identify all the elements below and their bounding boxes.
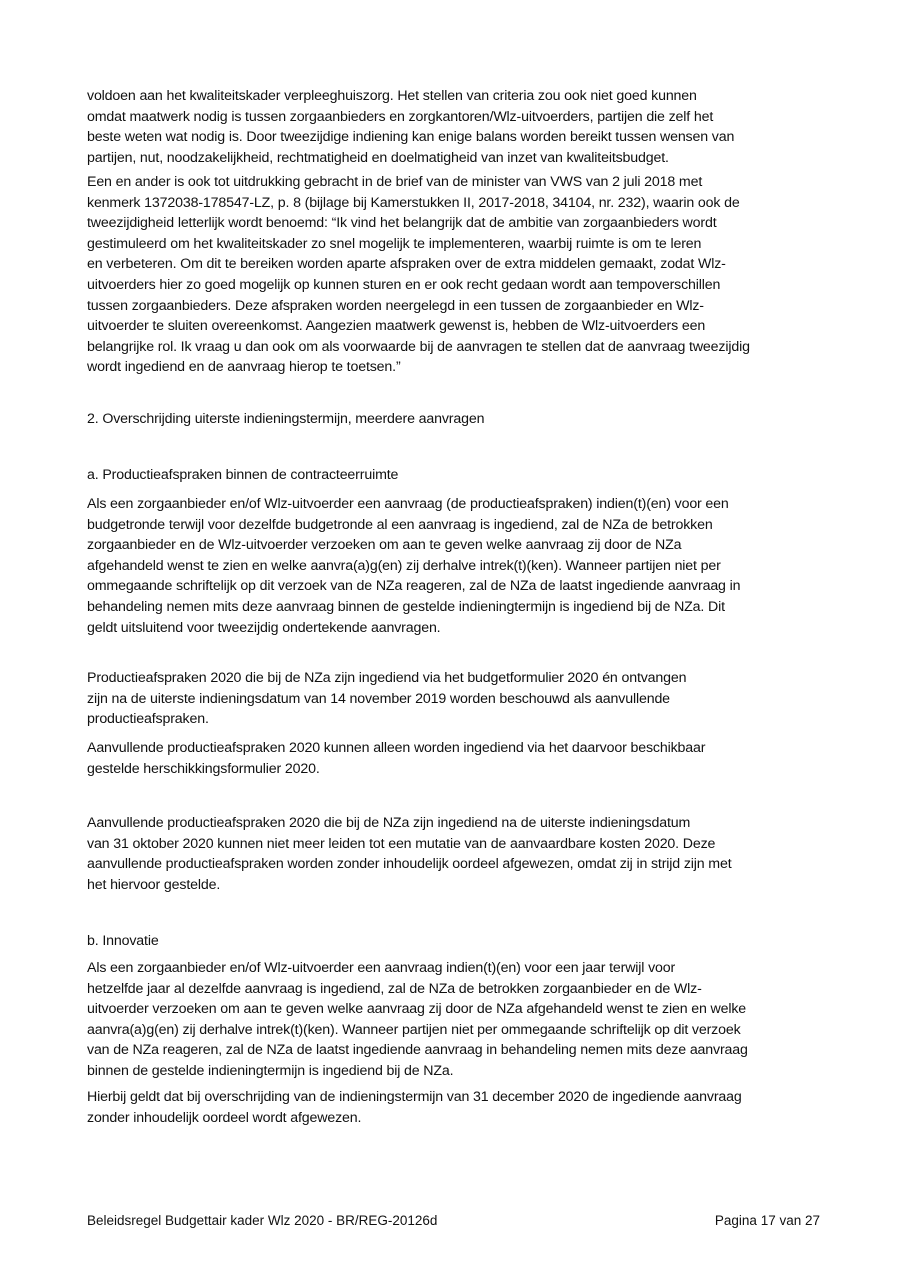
text-line: van de NZa reageren, zal de NZa de laatst ingediende aanvraag in behandeling nemen mits deze aanvraag bbox=[87, 1042, 748, 1059]
text-line: uitvoerder te sluiten overeenkomst. Aangezien maatwerk gewenst is, hebben de Wlz-uitvoerders een bbox=[87, 318, 706, 335]
subsection-heading-b bbox=[87, 931, 827, 952]
text-line: geldt uitsluitend voor tweezijdig ondertekende aanvragen. bbox=[87, 619, 441, 636]
text-line: zonder inhoudelijk oordeel wordt afgewezen. bbox=[87, 1109, 362, 1126]
text-line: ommegaande schriftelijk op dit verzoek van de NZa reageren, zal de NZa de laatst ingediende aanvraag in bbox=[87, 578, 741, 595]
text-line: het hiervoor gestelde. bbox=[87, 876, 221, 893]
paragraph-minister-letter bbox=[87, 172, 827, 378]
text-line: voldoen aan het kwaliteitskader verpleeghuiszorg. Het stellen van criteria zou ook niet goed kunnen bbox=[87, 88, 697, 104]
text-line: behandeling nemen mits deze aanvraag binnen de gestelde indieningtermijn is ingediend bij de NZa. Dit bbox=[87, 598, 725, 615]
paragraph-intro-continuation bbox=[87, 86, 827, 168]
text-line: afgehandeld wenst te zien en welke aanvra(a)g(en) zij derhalve intrek(t)(ken). Wanneer partijen niet per bbox=[87, 557, 721, 574]
text-line: beste weten wat nodig is. Door tweezijdige indiening kan enige balans worden bereikt tussen wensen van bbox=[87, 129, 735, 146]
text-line: Aanvullende productieafspraken 2020 die bij de NZa zijn ingediend na de uiterste indieningsdatum bbox=[87, 815, 691, 831]
section-heading-2 bbox=[87, 409, 827, 430]
paragraph-a4 bbox=[87, 813, 827, 895]
paragraph-lines bbox=[87, 668, 827, 730]
text-line: Aanvullende productieafspraken 2020 kunnen alleen worden ingediend via het daarvoor beschikbaar bbox=[87, 740, 706, 756]
text-line: Hierbij geldt dat bij overschrijding van de indieningstermijn van 31 december 2020 de ingediende aanvraag bbox=[87, 1089, 742, 1105]
paragraph-lines bbox=[87, 1087, 827, 1128]
paragraph-lines bbox=[87, 86, 827, 168]
text-line: Een en ander is ook tot uitdrukking gebracht in de brief van de minister van VWS van 2 juli 2018 met bbox=[87, 174, 703, 190]
paragraph-lines bbox=[87, 813, 827, 895]
heading-innovatie: b. Innovatie bbox=[87, 933, 159, 949]
paragraph-a2 bbox=[87, 668, 827, 730]
text-line: gestimuleerd om het kwaliteitskader zo snel mogelijk te implementeren, waarbij ruimte is om te leren bbox=[87, 235, 702, 252]
footer-page-number: Pagina 17 van 27 bbox=[714, 1213, 820, 1228]
text-line: omdat maatwerk nodig is tussen zorgaanbieders en zorgkantoren/Wlz-uitvoerders, partijen die zelf het bbox=[87, 108, 714, 125]
text-line: zijn na de uiterste indieningsdatum van 14 november 2019 worden beschouwd als aanvullende bbox=[87, 690, 670, 707]
text-line: belangrijke rol. Ik vraag u dan ook om als voorwaarde bij de aanvragen te stellen dat de aanvraag tweezijdig bbox=[87, 338, 750, 355]
text-line: kenmerk 1372038-178547-LZ, p. 8 (bijlage bij Kamerstukken II, 2017-2018, 34104, nr. 232), waarin ook de bbox=[87, 194, 740, 211]
text-line: van 31 oktober 2020 kunnen niet meer leiden tot een mutatie van de aanvaardbare kosten 2020. Deze bbox=[87, 835, 716, 852]
text-line: aanvra(a)g(en) zij derhalve intrek(t)(ken). Wanneer partijen niet per ommegaande schriftelijk op dit verzoek bbox=[87, 1021, 741, 1038]
text-line: en verbeteren. Om dit te bereiken worden aparte afspraken over de extra middelen gemaakt, zodat Wlz- bbox=[87, 256, 726, 273]
text-line: wordt ingediend en de aanvraag hierop te toetsen.” bbox=[87, 359, 401, 376]
paragraph-b1 bbox=[87, 958, 827, 1082]
text-line: partijen, nut, noodzakelijkheid, rechtmatigheid en doelmatigheid van inzet van kwaliteitsbudget. bbox=[87, 149, 669, 166]
footer-document-title: Beleidsregel Budgettair kader Wlz 2020 - BR/REG-20126d bbox=[87, 1213, 438, 1228]
text-line: Als een zorgaanbieder en/of Wlz-uitvoerder een aanvraag indien(t)(en) voor een jaar terwijl voor bbox=[87, 960, 676, 976]
text-line: hetzelfde jaar al dezelfde aanvraag is ingediend, zal de NZa de betrokken zorgaanbieder en de Wlz- bbox=[87, 980, 702, 997]
paragraph-lines bbox=[87, 494, 827, 638]
text-line: gestelde herschikkingsformulier 2020. bbox=[87, 760, 320, 777]
text-line: binnen de gestelde indieningtermijn is ingediend bij de NZa. bbox=[87, 1062, 454, 1079]
paragraph-lines bbox=[87, 738, 827, 779]
subsection-heading-a bbox=[87, 465, 827, 486]
text-line: budgetronde terwijl voor dezelfde budgetronde al een aanvraag is ingediend, zal de NZa de betrokken bbox=[87, 516, 713, 533]
paragraph-a3 bbox=[87, 738, 827, 779]
text-line: aanvullende productieafspraken worden zonder inhoudelijk oordeel afgewezen, omdat zij in strijd zijn met bbox=[87, 856, 732, 873]
text-line: uitvoerders hier zo goed mogelijk op kunnen sturen en er ook recht gedaan wordt aan tempoverschillen bbox=[87, 276, 721, 293]
text-line: uitvoerder verzoeken om aan te geven welke aanvraag zij door de NZa afgehandeld wenst te zien en welke bbox=[87, 1001, 747, 1018]
page-footer bbox=[87, 1213, 820, 1228]
text-line: Productieafspraken 2020 die bij de NZa zijn ingediend via het budgetformulier 2020 én ontvangen bbox=[87, 670, 687, 686]
paragraph-b2 bbox=[87, 1087, 827, 1128]
text-line: tweezijdigheid letterlijk wordt benoemd: “Ik vind het belangrijk dat de ambitie van zorgaanbieders wordt bbox=[87, 215, 717, 232]
text-line: zorgaanbieder en de Wlz-uitvoerder verzoeken om aan te geven welke aanvraag zij door de NZa bbox=[87, 537, 682, 554]
paragraph-a1 bbox=[87, 494, 827, 638]
paragraph-lines bbox=[87, 958, 827, 1082]
heading-productieafspraken: a. Productieafspraken binnen de contracteerruimte bbox=[87, 467, 399, 483]
paragraph-lines bbox=[87, 172, 827, 378]
heading-overschrijding: 2. Overschrijding uiterste indieningstermijn, meerdere aanvragen bbox=[87, 411, 485, 427]
text-line: Als een zorgaanbieder en/of Wlz-uitvoerder een aanvraag (de productieafspraken) indien(t)(en) voor een bbox=[87, 496, 729, 512]
text-line: productieafspraken. bbox=[87, 711, 209, 728]
text-line: tussen zorgaanbieders. Deze afspraken worden neergelegd in een tussen de zorgaanbieder en Wlz- bbox=[87, 297, 704, 314]
